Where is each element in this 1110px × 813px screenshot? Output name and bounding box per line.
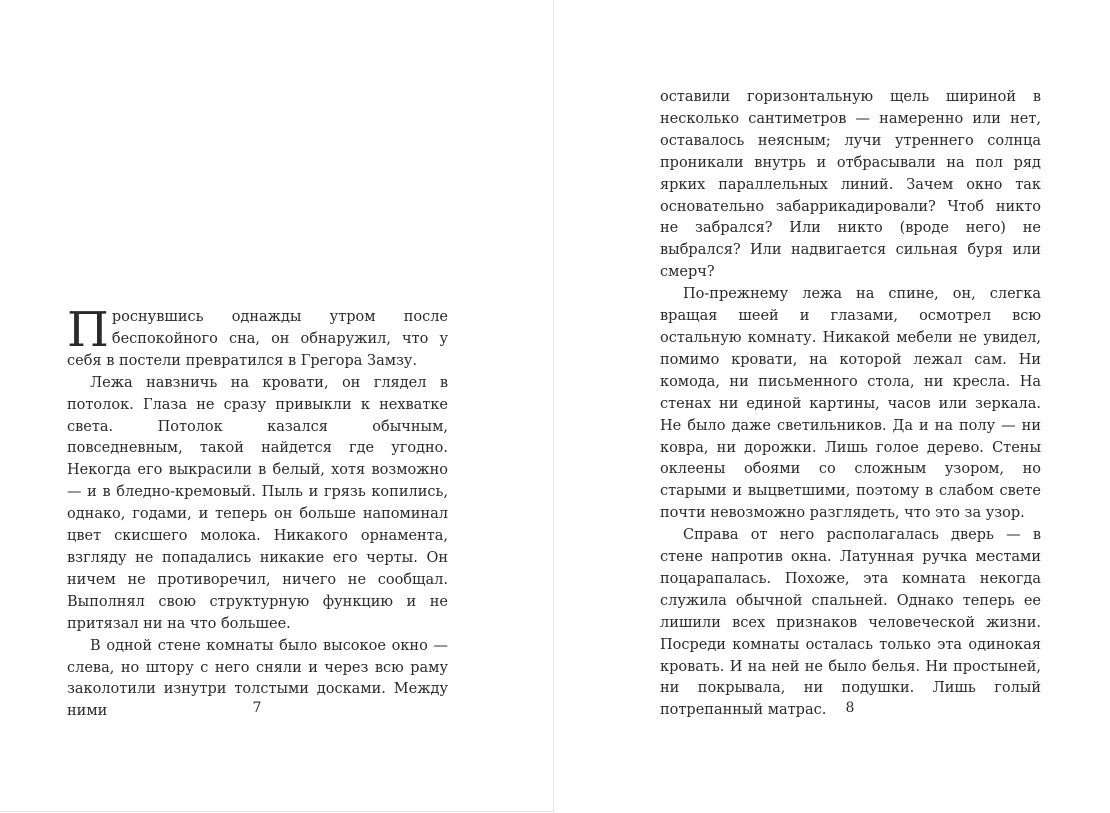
paragraph-3: Справа от него располагалась дверь — в стене напротив окна. Латунная ручка местами поцарапалась. Похоже, эта комната некогда служила обычной спальней. Однако теперь ее лишили всех признаков человеческой жизни. Посреди комнаты осталась только эта одинокая кровать. И на ней не было белья. Ни простыней, ни покрывала, ни подушки. Лишь голый потрепанный матрас. (660, 527, 1041, 719)
paragraph-1-text: роснувшись однажды утром после беспокойного сна, он обнаружил, что у себя в постели превратился в Грегора Замзу. (67, 309, 448, 369)
paragraph-3: В одной стене комнаты было высокое окно — слева, но штору с него сняли и через всю раму заколотили изнутри толстыми досками. Между ними (67, 637, 448, 720)
left-page-text (67, 302, 448, 723)
right-page-text (660, 87, 1041, 722)
page-number-right: 8 (845, 700, 855, 716)
paragraph-2: Лежа навзничь на кровати, он глядел в потолок. Глаза не сразу привыкли к нехватке света. Потолок казался обычным, повседневным, такой найдется где угодно. Некогда его выкрасили в белый, хотя возможно — и в бледно-кремовый. Пыль и грязь копились, однако, годами, и теперь он больше напоминал цвет скисшего молока. Никакого орнамента, взгляду не попадались никакие его черты. Он ничем не противоречил, ничего не сообщал. Выполнял свою структурную функцию и не притязал ни на что большее. (67, 374, 448, 632)
paragraph-1 (67, 302, 448, 373)
paragraph-2: По-прежнему лежа на спине, он, слегка вращая шеей и глазами, осмотрел всю остальную комнату. Никакой мебели не увидел, помимо кровати, на которой лежал сам. Ни комода, ни письменного стола, ни кресла. На стенах ни единой картины, часов или зеркала. Не было даже светильников. Да и на полу — ни ковра, ни дорожки. Лишь голое дерево. Стены оклеены обоями со сложным узором, но старыми и выцветшими, поэтому в слабом свете почти невозможно разглядеть, что это за узор. (660, 286, 1041, 522)
right-page (554, 0, 1110, 813)
paragraph-1: оставили горизонтальную щель шириной в несколько сантиметров — намеренно или нет, оставалось неясным; лучи утреннего солнца проникали внутрь и отбрасывали на пол ряд ярких параллельных линий. Зачем окно так основательно забаррикадировали? Чтоб никто не забрался? Или никто (вроде него) не выбрался? Или надвигается сильная буря или смерч? (660, 89, 1041, 281)
left-page (0, 0, 554, 812)
page-number-left: 7 (252, 700, 262, 716)
drop-cap: П (67, 302, 109, 358)
